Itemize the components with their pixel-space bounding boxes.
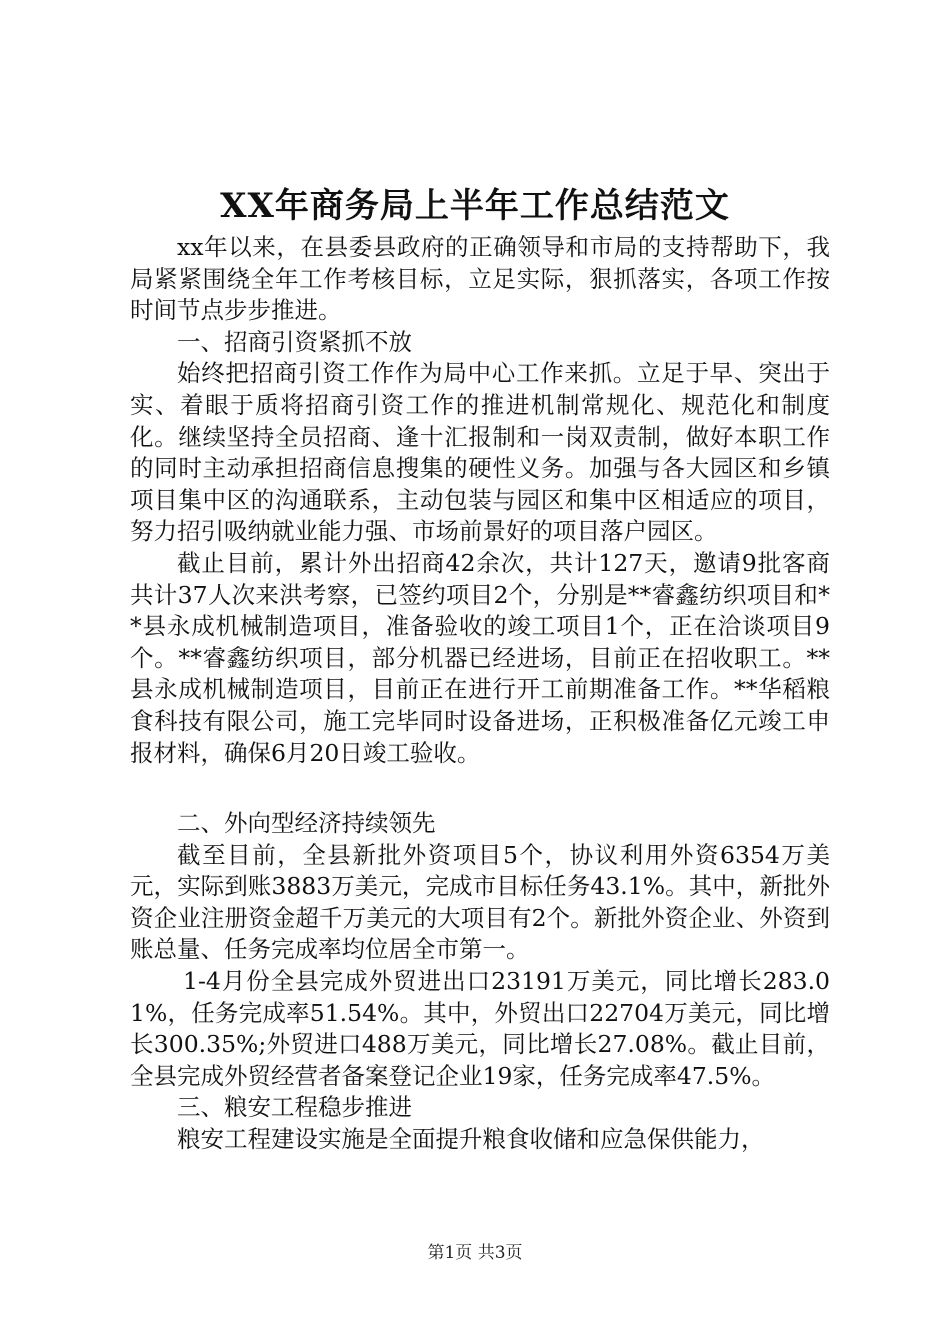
section-heading-investment: 一、招商引资紧抓不放 <box>177 327 412 356</box>
section-heading-export-economy: 二、外向型经济持续领先 <box>177 809 436 838</box>
page-title: XX年商务局上半年工作总结范文 <box>220 186 730 226</box>
paragraph-investment-results: 截止目前，累计外出招商42余次，共计127天，邀请9批客商共计37人次来洪考察，已签约项目2个，分别是**睿鑫纺织项目和**县永成机械制造项目，准备验收的竣工项目1个，正在洽谈项目9个。**睿鑫纺织项目，部分机器已经进场，目前正在招收职工。**县永成机械制造项目，目前正在进行开工前期准备工作。**华稻粮食科技有限公司，施工完毕同时设备进场，正积极准备亿元竣工申报材料，确保6月20日竣工验收。 <box>130 548 830 767</box>
section-heading-grain-security: 三、粮安工程稳步推进 <box>177 1093 412 1122</box>
paragraph-foreign-capital: 截至目前，全县新批外资项目5个，协议利用外资6354万美元，实际到账3883万美元，完成市目标任务43.1%。其中，新批外资企业注册资金超千万美元的大项目有2个。新批外资企业、外资到账总量、任务完成率均位居全市第一。 <box>130 840 830 964</box>
paragraph-investment-strategy: 始终把招商引资工作作为局中心工作来抓。立足于早、突出于实、着眼于质将招商引资工作的推进机制常规化、规范化和制度化。继续坚持全员招商、逢十汇报制和一岗双责制，做好本职工作的同时主动承担招商信息搜集的硬性义务。加强与各大园区和乡镇项目集中区的沟通联系，主动包装与园区和集中区相适应的项目，努力招引吸纳就业能力强、市场前景好的项目落户园区。 <box>130 359 830 546</box>
document-body <box>130 232 830 1156</box>
paragraph-grain-project: 粮安工程建设实施是全面提升粮食收储和应急保供能力， <box>177 1125 765 1154</box>
paragraph-foreign-trade: 1-4月份全县完成外贸进出口23191万美元，同比增长283.01%，任务完成率51.54%。其中，外贸出口22704万美元，同比增长300.35%;外贸进口488万美元，同比增长27.08%。截止目前，全县完成外贸经营者备案登记企业19家，任务完成率47.5%。 <box>130 967 830 1090</box>
page-number-footer: 第1页 共3页 <box>427 1243 523 1263</box>
intro-paragraph: xx年以来，在县委县政府的正确领导和市局的支持帮助下，我局紧紧围绕全年工作考核目标，立足实际，狠抓落实，各项工作按时间节点步步推进。 <box>130 233 830 325</box>
